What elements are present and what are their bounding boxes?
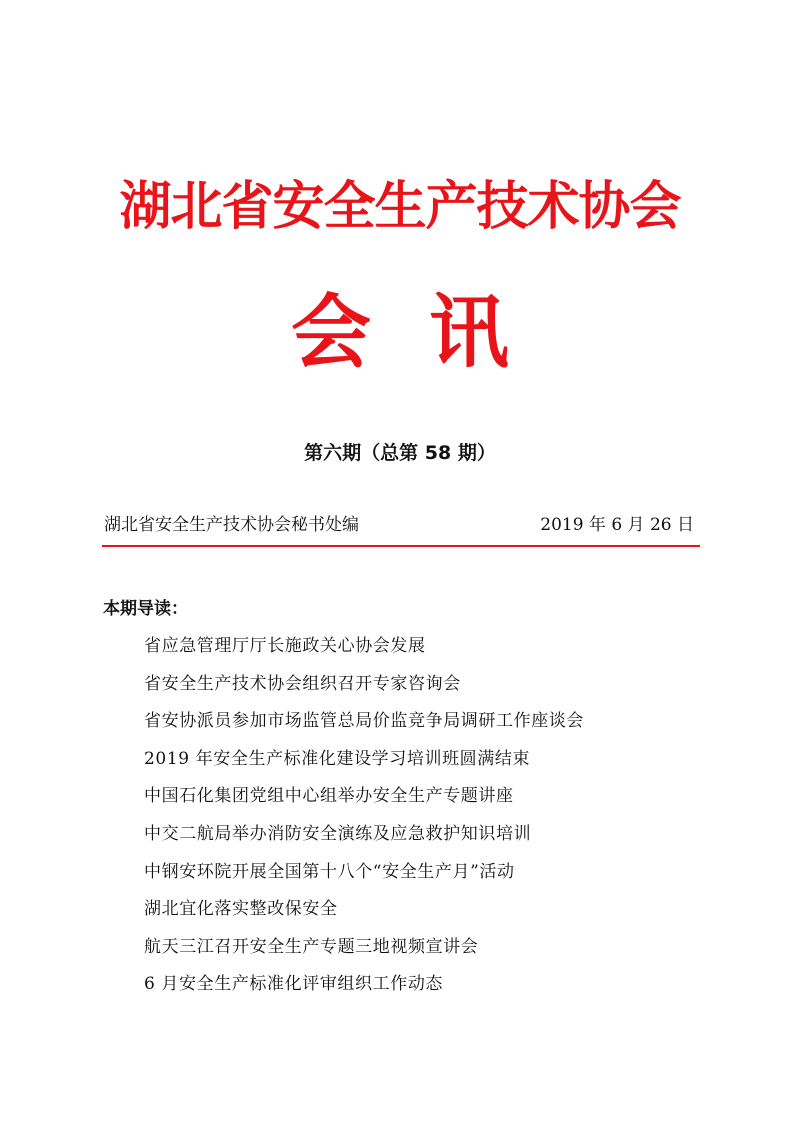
- toc-item: 湖北宜化落实整改保安全: [144, 899, 338, 920]
- toc-item: 省安全生产技术协会组织召开专家咨询会: [144, 673, 461, 694]
- publication-title: 会讯: [291, 285, 567, 379]
- toc-item: 中交二航局举办消防安全演练及应急救护知识培训: [144, 823, 532, 844]
- masthead-line: [104, 511, 698, 539]
- editor-credit: 湖北省安全生产技术协会秘书处编: [104, 515, 359, 535]
- toc-item: 6 月安全生产标准化评审组织工作动态: [144, 974, 444, 995]
- toc-item: 省安协派员参加市场监管总局价监竞争局调研工作座谈会: [144, 711, 584, 732]
- red-divider: [102, 545, 700, 547]
- toc-heading: 本期导读：: [103, 599, 188, 619]
- publication-date: 2019 年 6 月 26 日: [540, 515, 694, 535]
- toc-item: 航天三江召开安全生产专题三地视频宣讲会: [144, 936, 479, 957]
- toc-item: 省应急管理厅厅长施政关心协会发展: [144, 636, 426, 656]
- toc-item: 中钢安环院开展全国第十八个“安全生产月”活动: [144, 861, 515, 882]
- organization-title: 湖北省安全生产技术协会: [119, 177, 681, 237]
- toc-item: 中国石化集团党组中心组举办安全生产专题讲座: [144, 786, 514, 807]
- toc-list: [144, 631, 704, 1007]
- toc-item: 2019 年安全生产标准化建设学习培训班圆满结束: [144, 748, 531, 769]
- issue-number: 第六期（总第 58 期）: [304, 442, 496, 464]
